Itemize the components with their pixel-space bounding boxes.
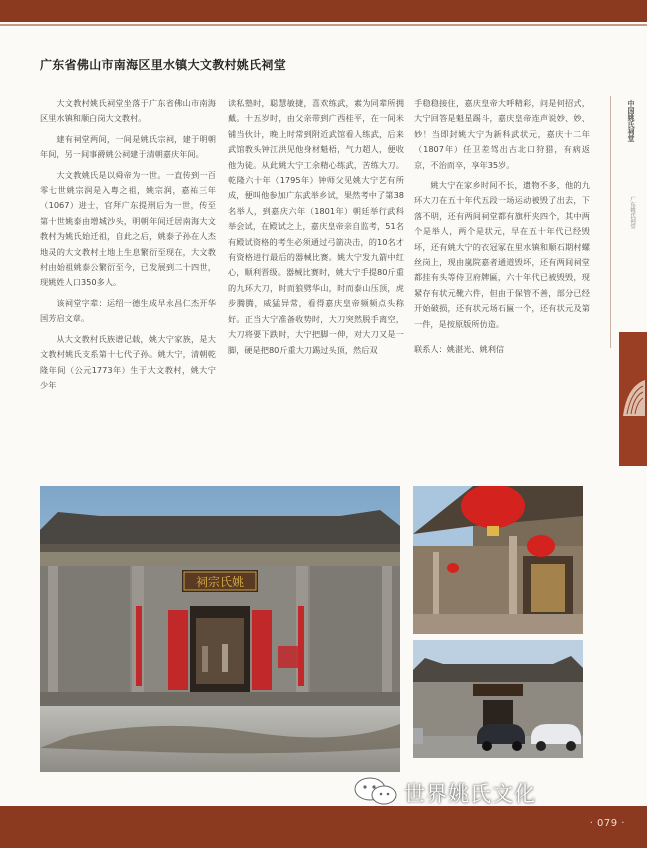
- paragraph: 大文教村姚氏祠堂坐落于广东省佛山市南海区里水镇和顺白岗大文教村。: [40, 98, 216, 124]
- bottom-band: [0, 806, 647, 848]
- top-band: [0, 0, 647, 22]
- paragraph: 该祠堂字辈：运绍一德生成早永昌仁杰开华国芳启文章。: [40, 297, 216, 324]
- paragraph: 从大文教村氏族谱记载，姚大宁家族，是大文教村姚氏支系第十七代子孙。姚大宁，清朝乾隆年间（公元1773年）生于大文教村，姚大宁少年: [40, 333, 216, 390]
- page-number: · 079 ·: [589, 818, 625, 829]
- wechat-icon: [352, 776, 400, 806]
- watermark: [350, 776, 610, 806]
- ornament-icon: [621, 376, 647, 420]
- side-tab-subtitle: 广东姚氏祠堂: [629, 196, 635, 229]
- paragraph: 手稳稳接住，嘉庆皇帝大呼精彩，问是何招式，大宁回答是魁星踢斗，嘉庆皇帝连声说妙、妙、妙！当即封姚大宁为新科武状元，嘉庆十二年（1807年）任卫差驾出古北口狩猎，有病返京，不治而卒，享年35岁。: [414, 98, 590, 170]
- contact-credit: 联系人：姚湛光、姚利信: [414, 344, 505, 355]
- paragraph: 姚大宁在家乡时间不长，遗物不多，他的九环大刀在五十年代五段一场运动被毁了出去，下落不明，还有两间祠堂都有旗杆夹四个，其中两个是举人，两个是状元，早在五十年代已经毁坏，还有姚大宁的衣冠冢在里水镇和顺石期村螺丝岗上，现由嵐院嘉者通道毁坏，还有两间祠堂都挂有头等侍卫府牌匾，六十年代已被毁毁，现紧存有状元靴六件，但由于保管不善，部分已经开始破损，还有状元场石匾一个，还有状元及第一件，是按原版所仿造。: [414, 180, 590, 329]
- text-column-3: [414, 96, 590, 363]
- text-column-1: [40, 96, 216, 398]
- text-column-2: [228, 96, 404, 363]
- side-tab-title: 中国姚氏祠堂: [627, 100, 635, 142]
- watermark-text: 世界姚氏文化: [404, 782, 536, 806]
- photo-ancestral-hall: [40, 486, 400, 772]
- paragraph: 建有祠堂两间，一间是姚氏宗祠，建于明朝年间，另一间事爵姚公祠建于清朝嘉庆年间。: [40, 133, 216, 160]
- side-red-block: [619, 332, 647, 466]
- top-rule: [0, 24, 647, 26]
- photo-interior-lanterns: [413, 486, 583, 634]
- paragraph: 大文教姚氏是以舜帝为一世。一直传到一百零七世姚宗润是入粤之祖，姚宗润，嘉祐三年（1067）进士，官拜广东提刑后为一世，传至第十世姚泰由增城沙头，明朝年间迁居南海大文教村为姚氏始迁祖，自此之后，姚泰子孙在人杰地灵的大文教村土地上生息繁衍至现在，大文教村由始祖姚泰公繁衍至今，已发展到二十四世，现姚姓人口350多人。: [40, 169, 216, 288]
- paragraph: 读私塾时，聪慧敏捷，喜欢练武，素为同辈所拥戴。十五岁时，由父亲带到广西桂平，在一间米铺当伙计，晚上时常到附近武馆看人练武，后来武馆教头钟江洪见他身材魁梧，气力超人，便收他为徒。从此姚大宁工余精心练武，苦练大刀。乾隆六十年（1795年）钟师父见姚大宁艺有所成，便叫他参加广东武举乡试，果然考中了第38名举人，到嘉庆六年（1801年）朝廷举行武科举会试，在殿试之上，嘉庆皇帝亲自监考，51名有殿试资格的考生必须通过弓箭决击，的10名才有资格进行最后的器械比赛。姚大宁发九箭中红心，顺利晋级。器械比赛时，姚大宁手提80斤重的九环大刀，时而狼劈华山，时而泰山压顶，虎步腾腾，威猛异常，看得嘉庆皇帝频频点头称好。正当大宁准备收势时，大刀突然脱手离空，大刀将要下跌时，大宁把脚一伸，对大刀又是一脚，硬是把80斤重大刀踢过头顶，然后双: [228, 98, 404, 355]
- photo-second-hall: [413, 640, 583, 758]
- article-title: 广东省佛山市南海区里水镇大文教村姚氏祠堂: [40, 58, 287, 72]
- hall-plaque-text: 祠宗氏姚: [195, 575, 245, 589]
- side-tab: [610, 96, 647, 348]
